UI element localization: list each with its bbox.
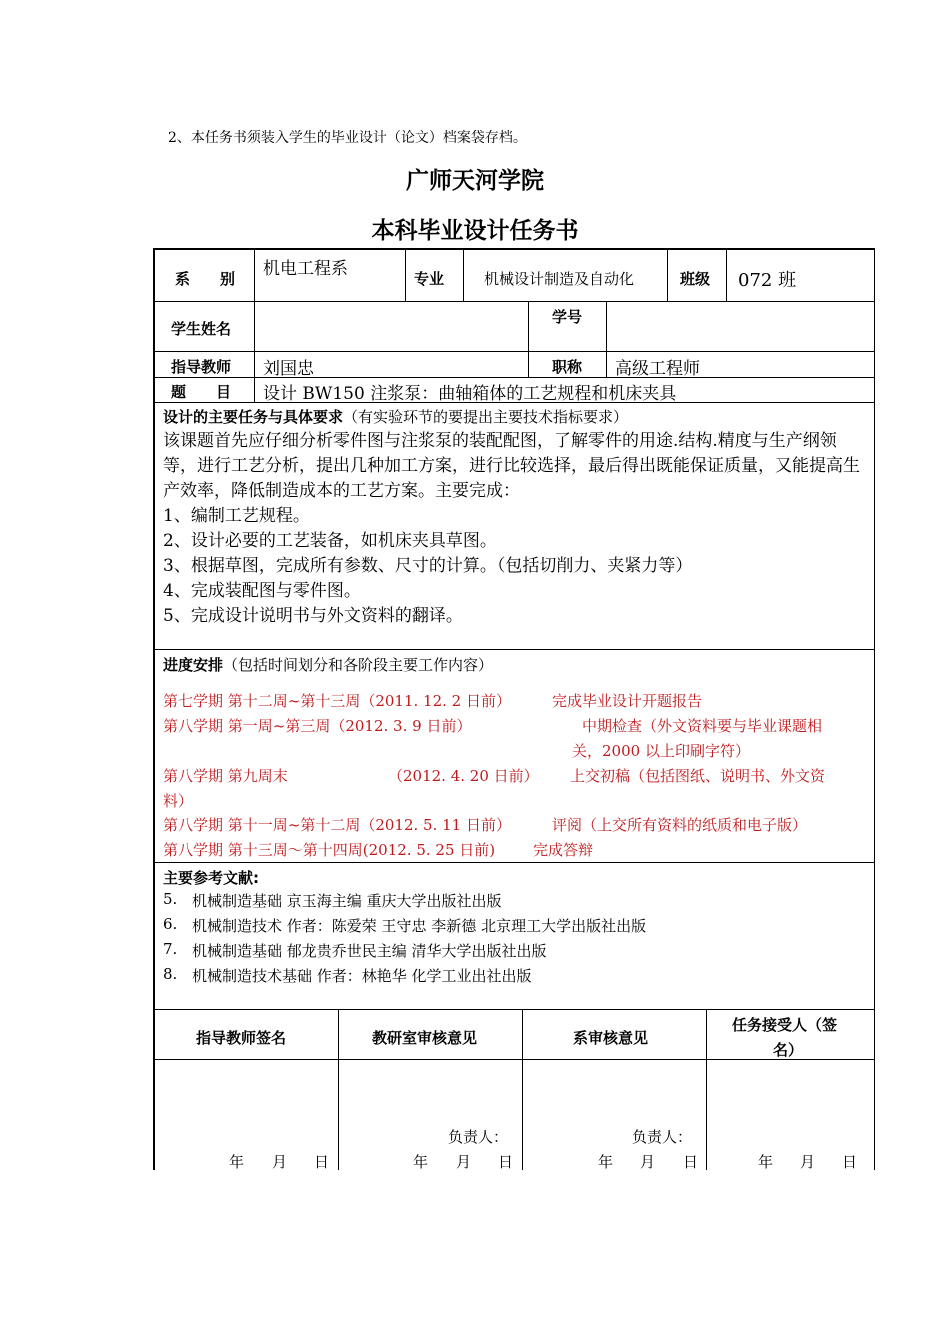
tasks-heading [163, 406, 628, 427]
rule [153, 1009, 875, 1010]
tasks-heading-note: （有实验环节的要提出主要技术指标要求） [343, 408, 629, 426]
schedule-what: 完成答辩 [533, 841, 594, 859]
schedule-when: 第七学期 第十二周~第十三周（2011. 12. 2 日前） [163, 692, 511, 710]
rule [153, 301, 875, 302]
tasks-item: 4、完成装配图与零件图。 [163, 581, 361, 601]
recipient-header-cont: 名） [773, 1041, 804, 1059]
rule [606, 301, 607, 377]
date-month: 月 [272, 1153, 288, 1171]
advisor-signature-header: 指导教师签名 [196, 1029, 287, 1047]
tasks-heading-text: 设计的主要任务与具体要求 [163, 408, 344, 426]
tasks-item: 5、完成设计说明书与外文资料的翻译。 [163, 606, 463, 626]
date-month: 月 [456, 1153, 472, 1171]
topic-label: 题 目 [171, 383, 232, 401]
major-value: 机械设计制造及自动化 [484, 270, 635, 288]
reference-number: 5. [163, 890, 178, 908]
rule [254, 248, 255, 402]
rule [522, 1009, 523, 1170]
schedule-what: 中期检查（外文资料要与毕业课题相 [582, 717, 823, 735]
rule [528, 301, 529, 377]
reference-number: 6. [163, 915, 178, 933]
schedule-when: 第八学期 第十一周~第十二周（2012. 5. 11 日前） [163, 816, 511, 834]
schedule-heading-text: 进度安排 [163, 656, 224, 674]
date-month: 月 [640, 1153, 656, 1171]
schedule-when: 第八学期 第一周~第三周（2012. 3. 9 日前） [163, 717, 472, 735]
class-value: 072 班 [738, 270, 797, 291]
schedule-date: （2012. 4. 20 日前） [388, 767, 539, 785]
responsible-label: 负责人： [448, 1128, 509, 1146]
rule [706, 1009, 707, 1170]
schedule-what-cont: 关，2000 以上印刷字符） [572, 742, 750, 760]
responsible-label: 负责人： [632, 1128, 693, 1146]
rule [153, 351, 875, 352]
schedule-when: 第八学期 第十三周～第十四周(2012. 5. 25 日前) [163, 841, 496, 859]
archive-note: 2、本任务书须装入学生的毕业设计（论文）档案袋存档。 [168, 130, 527, 146]
rule [153, 1059, 875, 1060]
date-year: 年 [598, 1153, 614, 1171]
reference-number: 8. [163, 965, 178, 983]
rule [463, 248, 464, 301]
dept-value: 机电工程系 [263, 259, 348, 279]
references-heading: 主要参考文献: [163, 869, 259, 887]
school-name: 广师天河学院 [406, 168, 544, 194]
schedule-when: 第八学期 第九周末 [163, 767, 288, 785]
date-day: 日 [498, 1153, 514, 1171]
schedule-what: 评阅（上交所有资料的纸质和电子版） [552, 816, 808, 834]
date-year: 年 [229, 1153, 245, 1171]
rule [405, 248, 406, 301]
date-day: 日 [314, 1153, 330, 1171]
rule [153, 862, 875, 863]
tasks-intro: 该课题首先应仔细分析零件图与注浆泵的装配配图，了解零件的用途.结构.精度与生产纲领等，进行工艺分析，提出几种加工方案，进行比较选择，最后得出既能保证质量，又能提高生产效率，降低制造成本的工艺方案。主要完成： [163, 431, 860, 501]
major-label: 专业 [414, 270, 445, 288]
reference-text: 机械制造技术 作者：陈爱荣 王守忠 李新德 北京理工大学出版社出版 [192, 917, 647, 935]
student-name-label: 学生姓名 [171, 320, 232, 338]
reference-text: 机械制造基础 郁龙贵乔世民主编 清华大学出版社出版 [192, 942, 547, 960]
tasks-item: 2、设计必要的工艺装备，如机床夹具草图。 [163, 531, 497, 551]
class-label: 班级 [680, 270, 711, 288]
date-year: 年 [758, 1153, 774, 1171]
schedule-what-cont: 料） [163, 792, 194, 810]
tasks-item: 1、编制工艺规程。 [163, 506, 310, 526]
rule [338, 1009, 339, 1170]
dept-review-header: 系审核意见 [573, 1029, 649, 1047]
date-day: 日 [842, 1153, 858, 1171]
document-title: 本科毕业设计任务书 [371, 218, 579, 244]
schedule-heading-note: （包括时间划分和各阶段主要工作内容） [223, 656, 494, 674]
teacher-value: 刘国忠 [263, 359, 314, 379]
student-id-label: 学号 [552, 308, 583, 326]
schedule-heading [163, 654, 493, 675]
teacher-label: 指导教师 [171, 358, 232, 376]
rule [153, 649, 875, 650]
reference-number: 7. [163, 940, 178, 958]
rule [667, 248, 668, 301]
topic-value: 设计 BW150 注浆泵：曲轴箱体的工艺规程和机床夹具 [263, 384, 677, 404]
dept-label: 系 别 [175, 270, 236, 288]
reference-text: 机械制造技术基础 作者：林艳华 化学工业出社出版 [192, 967, 532, 985]
schedule-what: 完成毕业设计开题报告 [552, 692, 703, 710]
recipient-header: 任务接受人（签 [732, 1016, 838, 1034]
title-value: 高级工程师 [615, 359, 700, 379]
reference-text: 机械制造基础 京玉海主编 重庆大学出版社出版 [192, 892, 502, 910]
title-label: 职称 [552, 358, 583, 376]
date-year: 年 [413, 1153, 429, 1171]
tasks-item: 3、根据草图，完成所有参数、尺寸的计算。（包括切削力、夹紧力等） [163, 556, 693, 576]
date-month: 月 [800, 1153, 816, 1171]
section-review-header: 教研室审核意见 [372, 1029, 478, 1047]
rule [726, 248, 727, 301]
schedule-what: 上交初稿（包括图纸、说明书、外文资 [570, 767, 826, 785]
date-day: 日 [683, 1153, 699, 1171]
rule [153, 377, 875, 378]
